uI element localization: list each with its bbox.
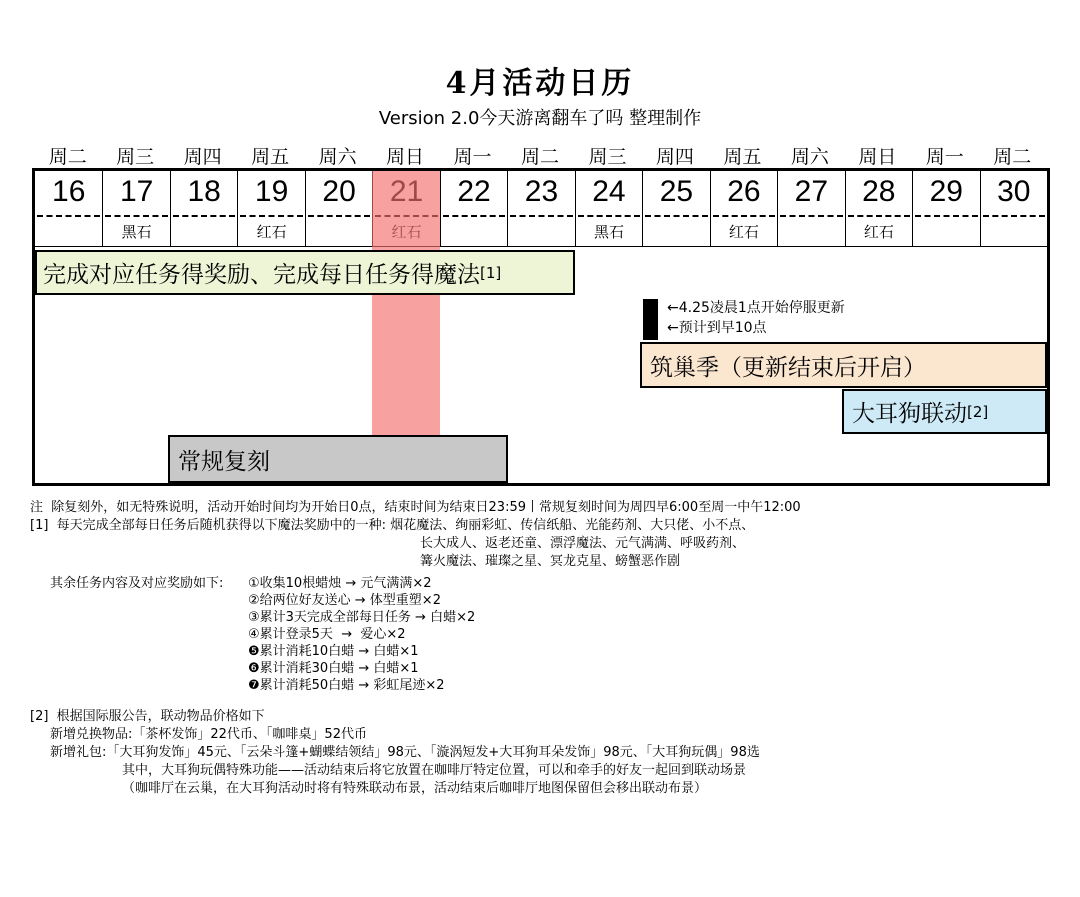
day-number: 18 <box>187 175 221 208</box>
weekday-label: 周六 <box>790 146 829 168</box>
page-title: 4月活动日历 <box>445 66 635 101</box>
note-1-line-2: 长大成人、返老还童、漂浮魔法、元气满满、呼吸药剂、 <box>420 536 746 551</box>
rerun-bar[interactable] <box>168 435 508 483</box>
day-cell-23[interactable] <box>507 171 574 246</box>
weekday-label: 周二 <box>993 146 1032 168</box>
task-item: ④累计登录5天 → 爱心×2 <box>248 627 406 642</box>
task-item: ❼累计消耗50白蜡 → 彩虹尾迹×2 <box>248 678 445 693</box>
dashed-separator <box>240 215 302 217</box>
weekday-label: 周二 <box>520 146 559 168</box>
weekday-label: 周四 <box>655 146 694 168</box>
day-cell-29[interactable] <box>912 171 979 246</box>
note-2-line-3: 新增礼包:「大耳狗发饰」45元、「云朵斗篷+蝴蝶结领结」98元、「漩涡短发+大耳狗耳朵发饰」98元、「大耳狗玩偶」98选 <box>50 745 760 760</box>
maintenance-line-2: ←预计到早10点 <box>667 320 767 336</box>
stone-label: 黑石 <box>121 223 152 241</box>
day-cell-27[interactable] <box>777 171 844 246</box>
day-cell-26[interactable] <box>710 171 777 246</box>
note-general: 注 除复刻外，如无特殊说明，活动开始时间均为开始日0点，结束时间为结束日23:59丨常规复刻时间为周四早6:00至周一中午12:00 <box>30 500 801 515</box>
note-2-line-4: 其中，大耳狗玩偶特殊功能——活动结束后将它放置在咖啡厅特定位置，可以和牵手的好友一起回到联动场景 <box>122 763 747 778</box>
calendar-grid <box>32 168 1050 486</box>
note-2-line-1: [2] 根据国际服公告，联动物品价格如下 <box>30 709 265 724</box>
day-number: 22 <box>457 175 491 208</box>
dashed-separator <box>645 215 707 217</box>
dashed-separator <box>510 215 572 217</box>
page-subtitle: Version 2.0今天游离翻车了吗 整理制作 <box>378 108 702 129</box>
note-1-line-1: [1] 每天完成全部每日任务后随机获得以下魔法奖励中的一种: 烟花魔法、绚丽彩虹、传信纸船、光能药剂、大只佬、小不点、 <box>30 518 755 533</box>
day-cell-16[interactable] <box>35 171 102 246</box>
rerun-bar-label: 常规复刻 <box>178 448 270 475</box>
maintenance-line-1: ←4.25凌晨1点开始停服更新 <box>667 300 845 316</box>
day-cell-18[interactable] <box>170 171 237 246</box>
day-number: 19 <box>254 175 289 208</box>
weekday-label: 周日 <box>386 146 425 168</box>
weekday-header-row <box>34 142 1046 168</box>
stone-label: 红石 <box>256 223 287 241</box>
dashed-separator <box>37 215 100 217</box>
day-cell-28[interactable] <box>845 171 912 246</box>
task-item: ③累计3天完成全部每日任务 → 白蜡×2 <box>248 610 476 625</box>
weekday-label: 周五 <box>723 146 762 168</box>
day-number: 23 <box>524 175 559 208</box>
collab-bar[interactable]: 大耳狗联动 [2] <box>842 389 1047 434</box>
weekday-label: 周四 <box>183 146 222 168</box>
stone-label: 黑石 <box>593 223 624 241</box>
weekday-label: 周五 <box>251 146 290 168</box>
day-cell-30[interactable] <box>980 171 1047 246</box>
dashed-separator <box>578 215 640 217</box>
dashed-separator <box>915 215 977 217</box>
dashed-separator <box>443 215 505 217</box>
stone-label: 红石 <box>863 223 894 241</box>
note-2-line-5: （咖啡厅在云巢，在大耳狗活动时将有特殊联动布景，活动结束后咖啡厅地图保留但会移出联动布景） <box>122 781 708 796</box>
day-cell-22[interactable] <box>440 171 507 246</box>
day-number: 28 <box>862 175 896 208</box>
day-cell-20[interactable] <box>305 171 372 246</box>
grid-divider <box>35 246 1047 247</box>
day-cell-19[interactable] <box>237 171 304 246</box>
weekday-label: 周三 <box>116 146 155 168</box>
weekday-label: 周一 <box>925 146 964 168</box>
day-number: 16 <box>52 175 86 208</box>
note-2-line-2: 新增兑换物品:「茶杯发饰」22代币、「咖啡桌」52代币 <box>50 727 367 742</box>
weekday-label: 周二 <box>48 146 87 168</box>
collab-bar-label: 大耳狗联动 <box>852 401 967 427</box>
day-cell-24[interactable] <box>575 171 642 246</box>
nesting-season-bar[interactable] <box>640 342 1047 388</box>
maintenance-marker <box>643 299 658 340</box>
note-1-line-3: 篝火魔法、璀璨之星、冥龙克星、螃蟹恶作剧 <box>420 554 681 569</box>
day-number: 26 <box>727 175 761 208</box>
dashed-separator <box>173 215 235 217</box>
dashed-separator <box>308 215 370 217</box>
day-number: 30 <box>997 175 1031 208</box>
weekday-label: 周一 <box>453 146 492 168</box>
day-cell-25[interactable] <box>642 171 709 246</box>
day-number: 27 <box>794 175 829 208</box>
nesting-season-label: 筑巢季（更新结束后开启） <box>650 354 926 381</box>
dashed-separator <box>848 215 910 217</box>
task-item: ❺累计消耗10白蜡 → 白蜡×1 <box>248 644 419 659</box>
weekday-label: 周六 <box>318 146 357 168</box>
task-item: ❻累计消耗30白蜡 → 白蜡×1 <box>248 661 419 676</box>
dashed-separator <box>983 215 1045 217</box>
event-bar-label: 完成对应任务得奖励、完成每日任务得魔法 <box>43 262 480 288</box>
day-number: 20 <box>322 175 356 208</box>
stone-label: 红石 <box>728 223 759 241</box>
weekday-label: 周三 <box>588 146 627 168</box>
weekday-label: 周日 <box>858 146 897 168</box>
day-number: 25 <box>659 175 694 208</box>
dashed-separator <box>713 215 775 217</box>
event-bar[interactable]: 完成对应任务得奖励、完成每日任务得魔法 [1] <box>35 250 575 295</box>
tasks-header: 其余任务内容及对应奖励如下: <box>50 576 228 591</box>
day-number: 17 <box>119 175 154 208</box>
day-cell-17[interactable] <box>102 171 169 246</box>
task-item: ②给两位好友送心 → 体型重塑×2 <box>248 593 441 608</box>
tasks-list <box>248 575 475 694</box>
dashed-separator <box>105 215 167 217</box>
dashed-separator <box>780 215 842 217</box>
maintenance-note <box>667 298 845 338</box>
day-number: 24 <box>592 175 626 208</box>
day-number: 29 <box>929 175 963 208</box>
task-item: ①收集10根蜡烛 → 元气满满×2 <box>248 576 432 591</box>
